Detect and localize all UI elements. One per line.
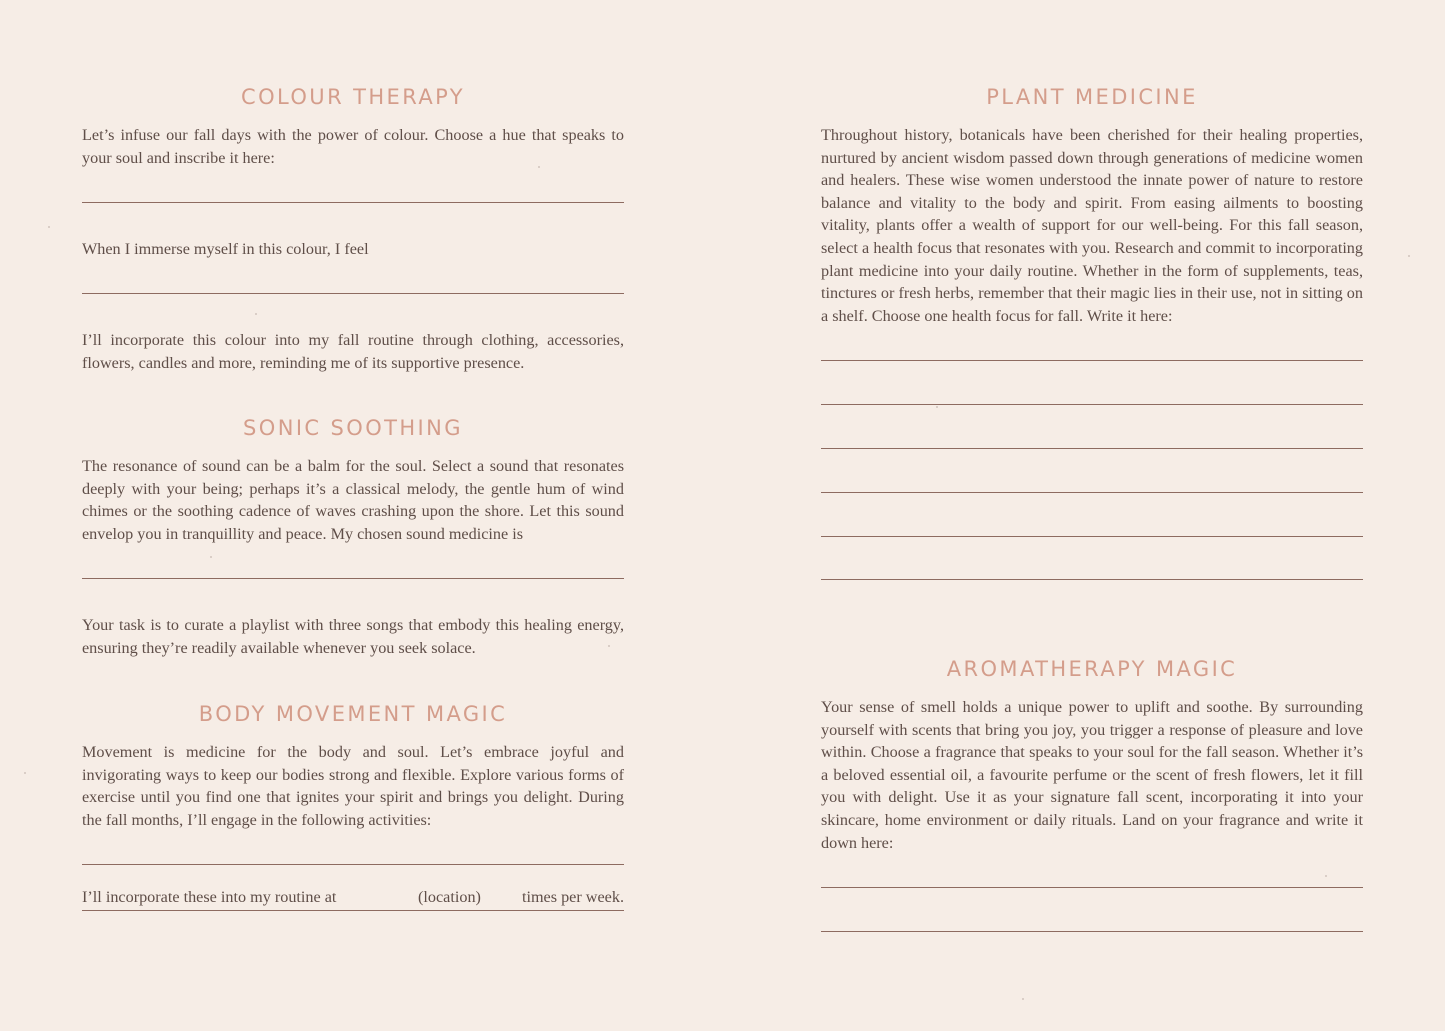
fragrance-write-line[interactable]: [821, 931, 1363, 932]
health-focus-line[interactable]: [821, 579, 1363, 580]
colour-write-line[interactable]: [82, 202, 624, 203]
routine-location-label: (location): [418, 888, 481, 906]
body-movement-body: Movement is medicine for the body and soul. Let’s embrace joyful and invigorating ways to keep our bodies strong and flexible. Explore various forms of exercise until you find one that ignites your spirit and brings you delight. During the fall months, I’ll engage in the following activities:: [82, 743, 624, 829]
health-focus-line[interactable]: [821, 404, 1363, 405]
plant-medicine-heading: PLANT MEDICINE: [986, 85, 1198, 109]
colour-feel-write-line[interactable]: [82, 293, 624, 294]
aromatherapy-heading: AROMATHERAPY MAGIC: [946, 657, 1238, 681]
paper-speck: [1408, 255, 1410, 257]
routine-line[interactable]: [82, 886, 624, 911]
routine-prefix: I’ll incorporate these into my routine at: [82, 888, 337, 906]
sonic-soothing-body: The resonance of sound can be a balm for the soul. Select a sound that resonates deeply with your being; perhaps it’s a classical melody, the gentle hum of wind chimes or the soothing cadence of waves crashing upon the shore. Let this sound envelop you in tranquillity and peace. My chosen sound medicine is: [82, 457, 624, 543]
paper-speck: [255, 313, 257, 315]
aromatherapy-body: Your sense of smell holds a unique power to uplift and soothe. By surrounding yourself with scents that bring you joy, you trigger a response of pleasure and love within. Choose a fragrance that speaks to your soul for the fall season. Whether it’s a beloved essential oil, a favourite perfume or the scent of fresh flowers, let it fill you with delight. Use it as your signature fall scent, incorporating it into your skincare, home environment or daily rituals. Land on your fragrance and write it down here:: [821, 698, 1363, 852]
activities-write-line[interactable]: [82, 864, 624, 865]
paper-speck: [48, 226, 50, 228]
health-focus-line[interactable]: [821, 360, 1363, 361]
paper-speck: [1325, 875, 1327, 877]
sound-write-line[interactable]: [82, 578, 624, 579]
health-focus-line[interactable]: [821, 536, 1363, 537]
paper-speck: [1022, 998, 1024, 1000]
colour-therapy-heading: COLOUR THERAPY: [241, 85, 465, 109]
body-movement-heading: BODY MOVEMENT MAGIC: [198, 702, 508, 726]
paper-speck: [210, 556, 212, 558]
plant-medicine-body: Throughout history, botanicals have been cherished for their healing properties, nurtured by ancient wisdom passed down through generations of medicine women and healers. These wise women understood the innate power of nature to restore balance and vitality to the body and spirit. From easing ailments to boosting vitality, plants offer a wealth of support for our well-being. For this fall season, select a health focus that resonates with you. Research and commit to incorporating plant medicine into your daily routine. Whether in the form of supplements, teas, tinctures or fresh herbs, remember that their magic lies in their use, not in sitting on a shelf. Choose one health focus for fall. Write it here:: [821, 126, 1363, 325]
sonic-soothing-heading: SONIC SOOTHING: [243, 416, 463, 440]
routine-suffix: times per week.: [521, 888, 624, 906]
paper-speck: [936, 406, 938, 408]
colour-therapy-intro: Let’s infuse our fall days with the power of colour. Choose a hue that speaks to your soul and inscribe it here:: [82, 126, 624, 167]
colour-feel-prompt: When I immerse myself in this colour, I feel: [82, 240, 369, 258]
playlist-task-text: Your task is to curate a playlist with three songs that embody this healing energy, ensuring they’re readily available whenever you seek solace.: [82, 616, 624, 657]
paper-speck: [24, 772, 26, 774]
fragrance-write-line[interactable]: [821, 887, 1363, 888]
health-focus-line[interactable]: [821, 448, 1363, 449]
health-focus-line[interactable]: [821, 492, 1363, 493]
colour-incorporate-text: I’ll incorporate this colour into my fall routine through clothing, accessories, flowers, candles and more, reminding me of its supportive presence.: [82, 331, 624, 372]
